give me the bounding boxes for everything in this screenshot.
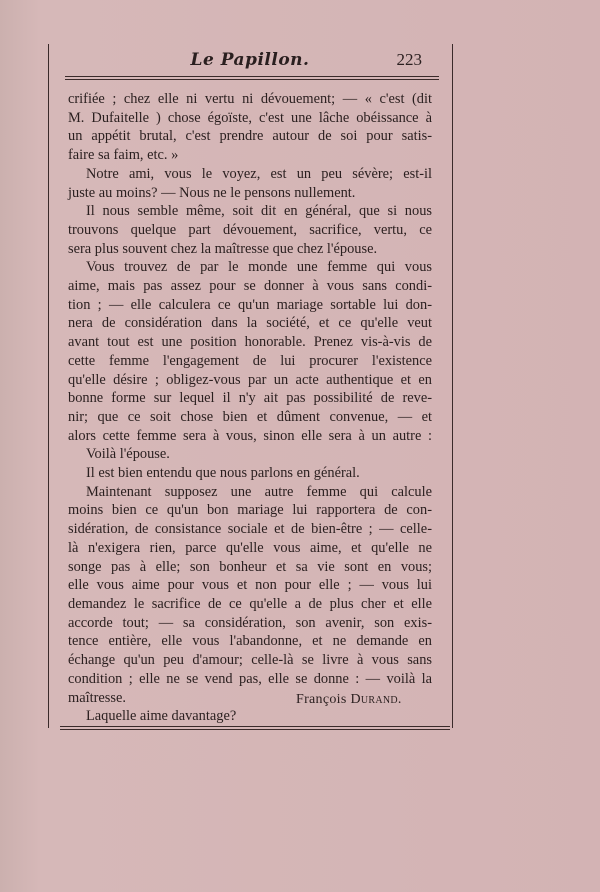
header-rule	[65, 76, 439, 80]
text-line: M. Dufaitelle ) chose égoïste, c'est une lâche obéissance à	[68, 109, 432, 126]
text-line: crifiée ; chez elle ni vertu ni dévouement; — « c'est (dit	[68, 91, 432, 107]
text-line: nir; que ce soit chose bien et dûment convenue, — et	[68, 408, 432, 425]
text-line: Voilà l'épouse.	[86, 446, 170, 463]
text-line: condition ; elle ne se vend pas, elle se donne : — voilà la	[68, 670, 432, 687]
text-line: qu'elle désire ; obligez-vous par un acte authentique et en	[68, 371, 432, 388]
text-line: sera plus souvent chez la maîtresse que chez l'épouse.	[68, 240, 378, 257]
text-line: moins bien ce qu'un bon mariage lui rapportera de con-	[68, 502, 432, 519]
text-line: alors cette femme sera à vous, sinon elle sera à un autre :	[68, 427, 432, 444]
text-line: songe pas à elle; son bonheur et sa vie sont en vous;	[68, 558, 432, 575]
text-line: trouvons quelque part dévouement, sacrifice, vertu, ce	[68, 221, 432, 238]
author-first-name: François	[296, 692, 347, 707]
text-line: Il est bien entendu que nous parlons en général.	[86, 465, 360, 482]
text-line: cette femme l'engagement de lui procurer l'existence	[68, 352, 432, 369]
text-line: elle vous aime pour vous et non pour elle ; — vous lui	[68, 577, 432, 594]
text-line: Laquelle aime davantage?	[86, 708, 237, 725]
author-last-name: Durand.	[350, 692, 402, 707]
text-line: juste au moins? — Nous ne le pensons nullement.	[68, 184, 356, 201]
text-line: maîtresse.	[68, 689, 126, 706]
text-line: là n'exigera rien, parce qu'elle vous aime, et qu'elle ne	[68, 539, 432, 556]
text-line: nera de considération dans la société, et ce qu'elle veut	[68, 315, 432, 332]
text-line: Vous trouvez de par le monde une femme qui vous	[86, 259, 432, 276]
footer-rule-double	[60, 729, 450, 730]
text-line: bonne forme sur lequel il n'y ait pas possibilité de reve-	[68, 390, 432, 407]
text-line: tence entière, elle vous l'abandonne, et ne demande en	[68, 633, 432, 650]
author-signature	[296, 692, 402, 708]
footer-rule	[60, 726, 450, 727]
text-line: Maintenant supposez une autre femme qui calcule	[86, 483, 432, 500]
running-title: Le Papillon.	[190, 50, 310, 70]
text-line: demandez le sacrifice de ce qu'elle a de plus cher et elle	[68, 595, 432, 612]
text-line: un appétit brutal, c'est prendre autour de soi pour satis-	[68, 128, 432, 145]
text-line: Il nous semble même, soit dit en général, que si nous	[86, 203, 432, 220]
text-line: faire sa faim, etc. »	[68, 147, 179, 164]
text-line: Notre ami, vous le voyez, est un peu sévère; est-il	[86, 165, 432, 182]
text-line: échange qu'un peu d'amour; celle-là se livre à vous sans	[68, 652, 432, 669]
text-line: avant tout est une position honorable. Prenez vis-à-vis de	[68, 334, 432, 351]
article-body	[68, 90, 432, 726]
page-header	[60, 48, 440, 76]
text-line: sidération, de consistance sociale et de bien-être ; — celle-	[68, 521, 432, 538]
text-line: tion ; — elle calculera ce qu'un mariage sortable lui don-	[68, 296, 432, 313]
page-number: 223	[396, 50, 422, 69]
text-line: accorde tout; — sa considération, son avenir, son exis-	[68, 614, 432, 631]
text-line: aime, mais pas assez pour se donner à vous sans condi-	[68, 278, 432, 295]
